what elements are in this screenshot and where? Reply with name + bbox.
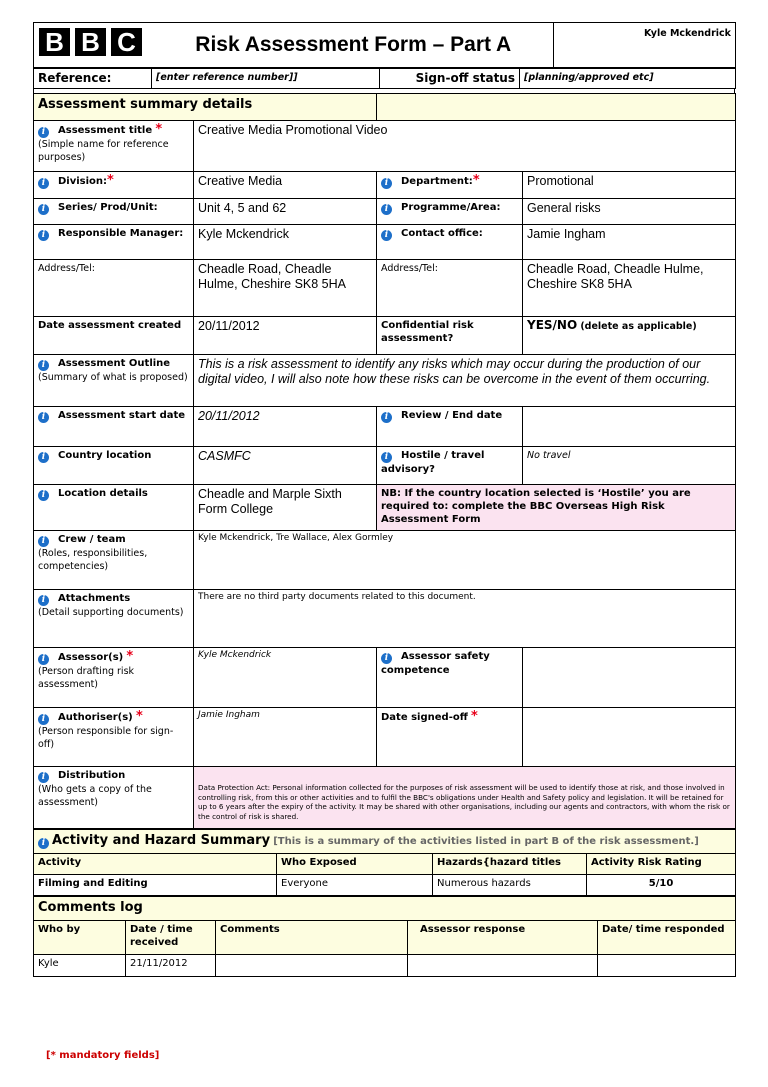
mandatory-fields-note: [* mandatory fields] <box>46 1050 160 1061</box>
info-icon[interactable]: i <box>38 772 49 783</box>
mandatory-star: * <box>135 709 143 724</box>
address-label: Address/Tel: <box>34 260 194 317</box>
address2-label: Address/Tel: <box>377 260 523 317</box>
confidential-cell[interactable] <box>523 317 736 355</box>
manager-label: Responsible Manager: <box>58 228 184 239</box>
info-icon[interactable]: i <box>38 127 49 138</box>
info-icon[interactable]: i <box>381 230 392 241</box>
attach-sub: (Detail supporting documents) <box>38 607 184 618</box>
series-value[interactable]: Unit 4, 5 and 62 <box>194 199 377 225</box>
confidential-label: Confidential risk assessment? <box>377 317 523 355</box>
header-table <box>33 22 736 68</box>
address2-value[interactable]: Cheadle Road, Cheadle Hulme, Cheshire SK8 5HA <box>523 260 736 317</box>
distribution-label: Distribution <box>58 770 126 781</box>
start-label: Assessment start date <box>58 410 186 421</box>
table-row <box>34 955 736 977</box>
programme-value[interactable]: General risks <box>523 199 736 225</box>
address-value[interactable]: Cheadle Road, Cheadle Hulme, Cheshire SK8 5HA <box>194 260 377 317</box>
authoriser-value[interactable]: Jamie Ingham <box>194 708 377 767</box>
assessor-label: Assessor(s) <box>58 652 124 663</box>
info-icon[interactable]: i <box>38 204 49 215</box>
assessor-sub: (Person drafting risk assessment) <box>38 666 135 690</box>
reference-table <box>33 68 736 89</box>
bbc-logo <box>34 23 154 68</box>
info-icon[interactable]: i <box>381 204 392 215</box>
department-label: Department: <box>401 176 473 187</box>
mandatory-star: * <box>472 173 480 188</box>
signoff-value[interactable]: [planning/approved etc] <box>520 69 736 89</box>
manager-value[interactable]: Kyle Mckendrick <box>194 225 377 260</box>
activity-column-header: Hazards{hazard titles <box>433 854 587 875</box>
confidential-value: YES/NO <box>527 318 578 332</box>
assessment-title-sub: (Simple name for reference purposes) <box>38 139 169 163</box>
comments-column-header: Date / time received <box>126 921 216 955</box>
hostile-label: Hostile / travel advisory? <box>381 450 485 475</box>
mandatory-star: * <box>126 649 134 664</box>
date-created-label: Date assessment created <box>34 317 194 355</box>
risk-assessment-form <box>33 22 735 977</box>
assessor-safety-label: Assessor safety competence <box>381 651 490 676</box>
comments-table <box>33 896 736 977</box>
who-exposed-cell[interactable]: Everyone <box>277 875 433 896</box>
hazards-cell[interactable]: Numerous hazards <box>433 875 587 896</box>
division-value[interactable]: Creative Media <box>194 172 377 199</box>
comments-cell[interactable] <box>216 955 408 977</box>
country-value[interactable]: CASMFC <box>194 447 377 485</box>
summary-table <box>33 93 736 829</box>
hostile-value[interactable]: No travel <box>523 447 736 485</box>
info-icon[interactable]: i <box>381 412 392 423</box>
info-icon[interactable]: i <box>38 360 49 371</box>
assessor-response-cell[interactable] <box>408 955 598 977</box>
assessor-value[interactable]: Kyle Mckendrick <box>194 648 377 708</box>
table-row <box>34 875 736 896</box>
author-name: Kyle Mckendrick <box>554 23 736 68</box>
location-label: Location details <box>58 488 148 499</box>
assessment-title-label-cell: i Assessment title * (Simple name for reference purposes) <box>34 121 194 172</box>
mandatory-star: * <box>155 122 163 137</box>
data-protection-notice: Data Protection Act: Personal information collected for the purposes of risk assessment will be used to identify those at risk, and those involved in controlling risk, from this or other activities and to fulfil the BBC's obligations under Health and Safety policy and legislation. It will be retained for up to 6 years after the expiry of the activity. It may be shared with other organisations, including our agents and contractors, with whom the risk or the control of risk is shared. <box>194 767 736 829</box>
comments-column-header: Assessor response <box>408 921 598 955</box>
form-title: Risk Assessment Form – Part A <box>154 23 554 68</box>
info-icon[interactable]: i <box>38 230 49 241</box>
info-icon[interactable]: i <box>38 714 49 725</box>
info-icon[interactable]: i <box>38 412 49 423</box>
reference-value[interactable]: [enter reference number]] <box>152 69 380 89</box>
activity-column-header: Activity <box>34 854 277 875</box>
contact-value[interactable]: Jamie Ingham <box>523 225 736 260</box>
comments-heading: Comments log <box>34 897 736 921</box>
location-value[interactable]: Cheadle and Marple Sixth Form College <box>194 485 377 531</box>
assessment-title-value[interactable]: Creative Media Promotional Video <box>194 121 736 172</box>
crew-value[interactable]: Kyle Mckendrick, Tre Wallace, Alex Gormley <box>194 531 736 590</box>
info-icon[interactable]: i <box>381 653 392 664</box>
who-by-cell[interactable]: Kyle <box>34 955 126 977</box>
division-label: Division: <box>58 176 108 187</box>
date-received-cell[interactable]: 21/11/2012 <box>126 955 216 977</box>
review-label: Review / End date <box>401 410 503 421</box>
contact-label: Contact office: <box>401 228 483 239</box>
logo-letter: B <box>75 28 106 56</box>
outline-label: Assessment Outline <box>58 358 171 369</box>
activity-column-header: Activity Risk Rating <box>587 854 736 875</box>
summary-heading: Assessment summary details <box>34 94 377 121</box>
activity-column-header: Who Exposed <box>277 854 433 875</box>
reference-label: Reference: <box>34 69 152 89</box>
info-icon[interactable]: i <box>38 452 49 463</box>
department-value[interactable]: Promotional <box>523 172 736 199</box>
crew-sub: (Roles, responsibilities, competencies) <box>38 548 148 572</box>
logo-letter: C <box>111 28 142 56</box>
signed-off-value[interactable] <box>523 708 736 767</box>
date-responded-cell[interactable] <box>598 955 736 977</box>
comments-column-header: Date/ time responded <box>598 921 736 955</box>
crew-label: Crew / team <box>58 534 126 545</box>
signoff-label: Sign-off status <box>380 69 520 89</box>
programme-label: Programme/Area: <box>401 202 501 213</box>
info-icon[interactable]: i <box>38 536 49 547</box>
info-icon[interactable]: i <box>38 595 49 606</box>
authoriser-sub: (Person responsible for sign-off) <box>38 726 174 750</box>
activity-cell[interactable]: Filming and Editing <box>34 875 277 896</box>
series-label: Series/ Prod/Unit: <box>58 202 158 213</box>
activity-heading: Activity and Hazard Summary <box>52 833 271 848</box>
info-icon[interactable]: i <box>381 178 392 189</box>
activity-table <box>33 829 736 896</box>
start-value[interactable]: 20/11/2012 <box>194 407 377 447</box>
mandatory-star: * <box>471 709 478 724</box>
outline-value[interactable]: This is a risk assessment to identify any risks which may occur during the production of our digital video, I will also note how these risks can be overcome in the event of them occurring. <box>194 355 736 407</box>
confidential-hint: (delete as applicable) <box>580 321 697 332</box>
risk-rating-cell[interactable]: 5/10 <box>587 875 736 896</box>
info-icon[interactable]: i <box>38 654 49 665</box>
attach-value[interactable]: There are no third party documents related to this document. <box>194 590 736 648</box>
distribution-sub: (Who gets a copy of the assessment) <box>38 784 152 808</box>
signed-off-label: Date signed-off <box>381 712 468 723</box>
comments-column-header: Who by <box>34 921 126 955</box>
attach-label: Attachments <box>58 593 131 604</box>
review-value[interactable] <box>523 407 736 447</box>
info-icon[interactable]: i <box>38 178 49 189</box>
mandatory-star: * <box>107 173 114 188</box>
activity-heading-cell <box>34 830 736 854</box>
info-icon[interactable]: i <box>38 838 49 849</box>
activity-hint: [This is a summary of the activities listed in part B of the risk assessment.] <box>273 836 699 847</box>
date-created-value[interactable]: 20/11/2012 <box>194 317 377 355</box>
comments-column-header: Comments <box>216 921 408 955</box>
info-icon[interactable]: i <box>38 490 49 501</box>
location-note: NB: If the country location selected is ‘Hostile’ you are required to: complete the BBC Overseas High Risk Assessment Form <box>377 485 736 531</box>
authoriser-label: Authoriser(s) <box>58 712 133 723</box>
info-icon[interactable]: i <box>381 452 392 463</box>
logo-letter: B <box>39 28 70 56</box>
country-label: Country location <box>58 450 152 461</box>
outline-sub: (Summary of what is proposed) <box>38 372 188 383</box>
assessor-safety-value[interactable] <box>523 648 736 708</box>
